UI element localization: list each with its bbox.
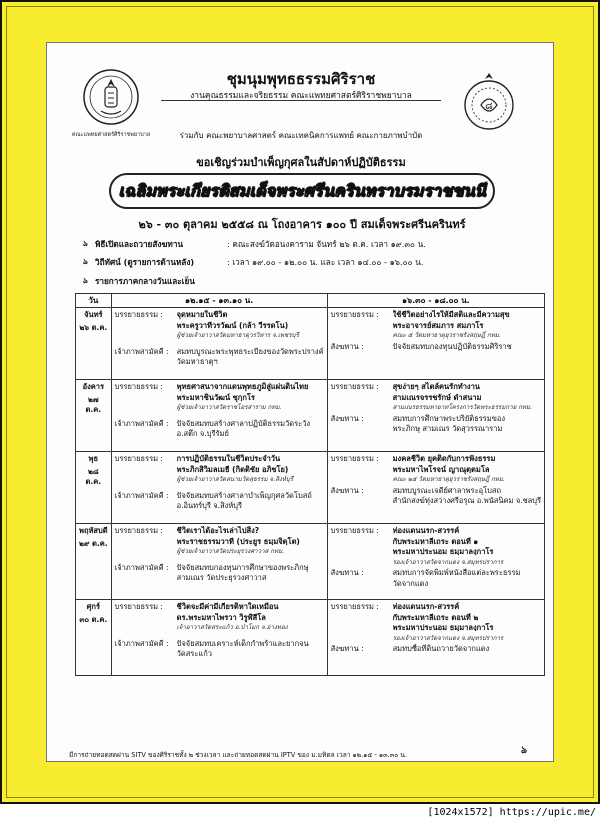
- field-label: บรรยายธรรม :: [114, 382, 163, 391]
- topic: พุทธศาสนาจากแดนพุทธภูมิสู่แผ่นดินไทย: [176, 382, 309, 391]
- co-hosts: ร่วมกับ คณะพยาบาลศาสตร์ คณะเทคนิคการแพทย์ คณะกายภาพบำบัด: [179, 131, 423, 140]
- logo-left-caption: คณะแพทยศาสตร์ศิริราชพยาบาล: [71, 132, 151, 138]
- table-row: [76, 452, 545, 524]
- field-label: บรรยายธรรม :: [114, 602, 163, 611]
- header-midday: ๑๒.๑๕ - ๑๓.๑๐ น.: [111, 294, 327, 308]
- row-line: [115, 382, 324, 393]
- host-cont: วัดสระแก้ว: [176, 649, 212, 658]
- day-name: พุธ: [88, 454, 99, 463]
- row-line: [331, 602, 541, 613]
- offering-cont: พระภิกษุ สามเณร วัดสุวรรณาราม: [392, 424, 503, 433]
- row-line: [331, 526, 541, 537]
- row-line: [331, 382, 541, 393]
- row-line: [115, 465, 324, 476]
- table-row: [76, 380, 545, 452]
- speaker: กับพระมหาลีเถระ ตอนที่ ๒: [392, 612, 479, 622]
- field-label: สังฆทาน :: [330, 568, 364, 577]
- evening-cell: [327, 600, 544, 676]
- day-cell: [76, 308, 112, 380]
- day-name: ศุกร์: [86, 602, 100, 611]
- midday-cell: [111, 380, 327, 452]
- offering: สมทบการจัดพิมพ์หนังสือแต่ละพระธรรม: [392, 568, 521, 577]
- schedule-opening: [83, 238, 426, 251]
- row-line: [331, 486, 541, 497]
- evening-cell: [327, 452, 544, 524]
- midday-cell: [111, 524, 327, 600]
- header-evening: ๑๖.๓๐ - ๑๘.๐๐ น.: [327, 294, 544, 308]
- topic: ชีวิตจะมีค่ามีเกียรติหาใดเหมือน: [176, 602, 279, 611]
- row-line: [115, 639, 324, 650]
- speaker-title: ผู้ช่วยเจ้าอาวาสวัดสนามวัดสุธรรม จ.สิงห์บุรี: [176, 476, 294, 483]
- field-label: เจ้าภาพสามัคคี :: [114, 490, 169, 500]
- host-cont: สามเณร วัดประยุรวงศาวาส: [176, 573, 267, 582]
- speaker-title: ผู้ช่วยเจ้าอาวาสวัดราชโอรสาราม กทม.: [176, 404, 282, 411]
- row-line: [115, 563, 324, 574]
- row-line: [331, 310, 541, 321]
- siriraj-seal-icon: [81, 67, 141, 131]
- speaker-title: รองเจ้าอาวาสวัดจากแดง จ.สมุทรปราการ: [392, 558, 504, 566]
- field-label: บรรยายธรรม :: [330, 454, 379, 463]
- svg-text:๘: ๘: [485, 101, 493, 112]
- row-line: [115, 321, 324, 332]
- row-line: [331, 331, 541, 342]
- speaker: กับพระมหาลีเถระ ตอนที่ ๑: [392, 536, 479, 546]
- row-line: [331, 644, 541, 655]
- row-line: [115, 403, 324, 414]
- row-line: [115, 347, 324, 358]
- offering: ปัจจัยสมทบกองทุนปฏิบัติธรรมศิริราช: [392, 341, 512, 351]
- table-row: [76, 308, 545, 380]
- row-line: [115, 331, 324, 342]
- topic: ท่องแดนนรก-สวรรค์: [392, 602, 460, 611]
- day-date: ๒๖ ต.ค.: [79, 322, 108, 332]
- schedule-detail: : เวลา ๑๙.๐๐ - ๑๒.๐๐ น. และ เวลา ๑๔.๐๐ - ๑๖.๐๐ น.: [227, 257, 424, 267]
- schedule-detail: : คณะสงฆ์วัดอนงคาราม จันทร์ ๒๖ ต.ค. เวลา ๑๙.๓๐ น.: [227, 239, 426, 249]
- document-page: [46, 42, 554, 762]
- event-dates: ๒๖ - ๓๐ ตุลาคม ๒๕๕๘ ณ โถงอาคาร ๑๐๐ ปี สมเด็จพระศรีนครินทร์: [138, 218, 466, 231]
- royal-emblem-icon: [459, 67, 519, 137]
- row-line: [331, 414, 541, 425]
- row-line: [331, 537, 541, 548]
- bullet-icon: ঌ: [83, 238, 88, 248]
- row-line: [331, 342, 541, 353]
- row-line: [115, 649, 324, 660]
- host: ปัจจัยสมทบเคราะห์เด็กกำพร้าและยากจน: [176, 638, 309, 648]
- day-date: ๓๐ ต.ค.: [79, 614, 108, 624]
- host: ปัจจัยสมทบกองทุนการศึกษาของพระภิกษุ: [176, 562, 309, 572]
- table-row: [76, 600, 545, 676]
- field-label: บรรยายธรรม :: [114, 526, 163, 535]
- day-cell: [76, 524, 112, 600]
- row-line: [331, 403, 541, 414]
- field-label: บรรยายธรรม :: [330, 310, 379, 319]
- speaker: สามเณรจรรชรักษ์ ดำสนาม: [392, 392, 482, 402]
- midday-cell: [111, 308, 327, 380]
- offering: สมทบการศึกษาพระปริยัติธรรมของ: [392, 413, 505, 423]
- row-line: [115, 393, 324, 404]
- field-label: บรรยายธรรม :: [114, 454, 163, 463]
- speaker: พระมหาไพโรจน์ ญาณุตฺตมโล: [392, 464, 490, 474]
- speaker: พระอาจารย์สมภาร สมภาโร: [392, 320, 484, 330]
- day-name: อังคาร: [82, 382, 105, 391]
- day-cell: [76, 380, 112, 452]
- speaker-title: สามเณรธรรมทายาทโครงการวัดพระธรรมกาย กทม.: [392, 404, 533, 411]
- row-line: [115, 454, 324, 465]
- row-line: [331, 393, 541, 404]
- row-line: [115, 310, 324, 321]
- row-line: [331, 558, 541, 569]
- row-line: [115, 537, 324, 548]
- field-label: บรรยายธรรม :: [330, 382, 379, 391]
- row-line: [115, 526, 324, 537]
- topic: ท่องแดนนรก-สวรรค์: [392, 526, 460, 535]
- topic: สุขง่ายๆ สไตล์คนรักทำงาน: [392, 382, 480, 391]
- host-cont: อ.สตึก จ.บุรีรัมย์: [176, 429, 229, 438]
- offering: สมทบบูรณะเจดีย์ศาลาพระอุโบสถ: [392, 485, 502, 495]
- row-line: [115, 475, 324, 486]
- bullet-icon: ঌ: [83, 256, 88, 266]
- topic: การปฏิบัติธรรมในชีวิตประจำวัน: [176, 454, 281, 463]
- speaker-title: เจ้าอาวาสวัดสระแก้ว อ.ป่าโมก จ.อ่างทอง: [176, 624, 288, 631]
- offering-cont: วัดจากแดง: [392, 578, 429, 588]
- row-line: [115, 429, 324, 440]
- day-date: ๒๘ ต.ค.: [85, 466, 102, 486]
- topic: มงคลชีวิต ยุคติดกับการฟังธรรม: [392, 454, 496, 463]
- field-label: สังฆทาน :: [330, 485, 364, 495]
- field-label: เจ้าภาพสามัคคี :: [114, 638, 169, 648]
- evening-cell: [327, 380, 544, 452]
- row-line: [115, 419, 324, 430]
- banner-title: เฉลิมพระเกียรติสมเด็จพระศรีนครินทราบรมราชชนนี: [118, 180, 486, 200]
- row-line: [331, 496, 541, 507]
- field-label: บรรยายธรรม :: [330, 602, 379, 611]
- offering: สมทบซื้อที่ดินถวายวัดจากแดง: [392, 644, 490, 653]
- speaker: พระมหาชินวัฒน์ ชุกฺกโร: [176, 392, 255, 402]
- field-label: บรรยายธรรม :: [114, 310, 163, 319]
- row-line: [331, 568, 541, 579]
- speaker-title: คณะ ๒๕ วัดมหาธาตุยุวราชรังสฤษฎิ์ กทม.: [392, 476, 505, 483]
- row-line: [331, 547, 541, 558]
- speaker-title: รองเจ้าอาวาสวัดจากแดง จ.สมุทรปราการ: [392, 634, 504, 642]
- row-line: [331, 623, 541, 634]
- field-label: เจ้าภาพสามัคคี :: [114, 562, 169, 572]
- row-line: [331, 634, 541, 645]
- speaker: พระภิกสิวิมลเมธี (กิตติชัย อภิชโย): [176, 464, 289, 474]
- program-table: [75, 293, 545, 676]
- topic: ใช้ชีวิตอย่างไรให้มีสติและมีความสุข: [392, 310, 510, 319]
- row-line: [115, 357, 324, 368]
- schedule-video: [83, 256, 423, 269]
- day-date: ๒๗ ต.ค.: [85, 394, 102, 414]
- offering-cont: สำนักสงฆ์ทุ่งสว่างศรีอรุณ อ.พนัสนิคม จ.ชลบุรี: [392, 496, 542, 505]
- broadcast-note: มีการถ่ายทอดสดผ่าน SITV ของศิริราชทั้ง ๒ ช่วงเวลา และถ่ายทอดสดผ่าน IPTV ของ ม.มหิดล เวลา ๑๒.๑๕ - ๑๓.๓๐ น.: [69, 751, 407, 759]
- page-mark: ঌ: [520, 745, 527, 756]
- midday-cell: [111, 452, 327, 524]
- row-line: [115, 491, 324, 502]
- day-name: พฤหัสบดี: [79, 526, 108, 535]
- speaker-name: พระมหาประนอม ธมฺมาลงฺกาโร: [392, 623, 494, 632]
- speaker-title: ผู้ช่วยเจ้าอาวาสวัดมหาธาตุวรวิหาร จ.เพชรบุรี: [176, 332, 299, 339]
- field-label: สังฆทาน :: [330, 413, 364, 423]
- row-line: [331, 475, 541, 486]
- field-label: เจ้าภาพสามัคคี :: [114, 346, 169, 356]
- row-line: [331, 613, 541, 624]
- midday-cell: [111, 600, 327, 676]
- bullet-icon: ঌ: [83, 275, 88, 285]
- row-line: [115, 623, 324, 634]
- field-label: เจ้าภาพสามัคคี :: [114, 418, 169, 428]
- row-line: [331, 424, 541, 435]
- day-name: จันทร์: [84, 310, 103, 319]
- header-divider: [161, 100, 441, 101]
- row-line: [115, 613, 324, 624]
- field-label: บรรยายธรรม :: [330, 526, 379, 535]
- host: สมทบบูรณะพระพุทธระเบียงของวัดพระปรางค์: [176, 346, 324, 356]
- image-watermark: [1024x1572] https://upic.me/: [427, 807, 596, 818]
- row-line: [331, 579, 541, 590]
- organization-name: ชุมนุมพุทธธรรมศิริราช: [226, 70, 376, 88]
- row-line: [115, 501, 324, 512]
- day-cell: [76, 452, 112, 524]
- field-label: สังฆทาน :: [330, 644, 364, 653]
- schedule-label: รายการภาคกลางวันและเย็น: [95, 276, 195, 286]
- schedule-label: พิธีเปิดและถวายสังฆทาน: [95, 239, 184, 249]
- table-header-row: [76, 294, 545, 308]
- organization-unit: งานคุณธรรมและจริยธรรม คณะแพทยศาสตร์ศิริราชพยาบาล: [190, 91, 412, 101]
- field-label: สังฆทาน :: [330, 341, 364, 351]
- title-banner: [109, 173, 495, 209]
- day-cell: [76, 600, 112, 676]
- invitation-heading: ขอเชิญร่วมบำเพ็ญกุศลในสัปดาห์ปฏิบัติธรรม: [196, 156, 406, 169]
- row-line: [115, 547, 324, 558]
- topic: ชีวิตเราได้อะไรเล่าไปสิ่ง?: [176, 526, 260, 535]
- row-line: [331, 321, 541, 332]
- day-date: ๒๙ ต.ค.: [79, 538, 108, 548]
- speaker: พระครูวาทีวรวัฒน์ (กล้า วีรรดโน): [176, 320, 289, 330]
- schedule-label: วิถีทัศน์ (ดูรายการด้านหลัง): [95, 257, 195, 267]
- table-row: [76, 524, 545, 600]
- speaker-name: พระมหาประนอม ธมฺมาลงฺกาโร: [392, 547, 494, 556]
- speaker: ดร.พระมหาไพรวา วิรูฬ์สีโล: [176, 612, 266, 622]
- evening-cell: [327, 524, 544, 600]
- host-cont: อ.อินทร์บุรี จ.สิงห์บุรี: [176, 501, 243, 510]
- speaker-title: ผู้ช่วยเจ้าอาวาสวัดประยุรวงศาวาส กทม.: [176, 548, 285, 555]
- host: ปัจจัยสมทบสร้างศาลาบำเพ็ญกุศลวัดโบสถ์: [176, 490, 312, 500]
- topic: จุดหมายในชีวิต: [176, 310, 228, 319]
- schedule-program: [83, 275, 227, 288]
- host: ปัจจัยสมทบสร้างศาลาปฏิบัติธรรมวัดระวัง: [176, 418, 311, 428]
- speaker-title: คณะ ๕ วัดมหาธาตุยุวราชรังสฤษฎิ์ กทม.: [392, 332, 501, 339]
- row-line: [331, 454, 541, 465]
- speaker: พระราชธรรมวาที (ประยูร ธมฺมจิตฺโต): [176, 536, 300, 546]
- evening-cell: [327, 308, 544, 380]
- row-line: [115, 573, 324, 584]
- header-day: วัน: [76, 294, 112, 308]
- host-cont: วัดมหาธาตุฯ: [176, 357, 218, 366]
- row-line: [331, 465, 541, 476]
- row-line: [115, 602, 324, 613]
